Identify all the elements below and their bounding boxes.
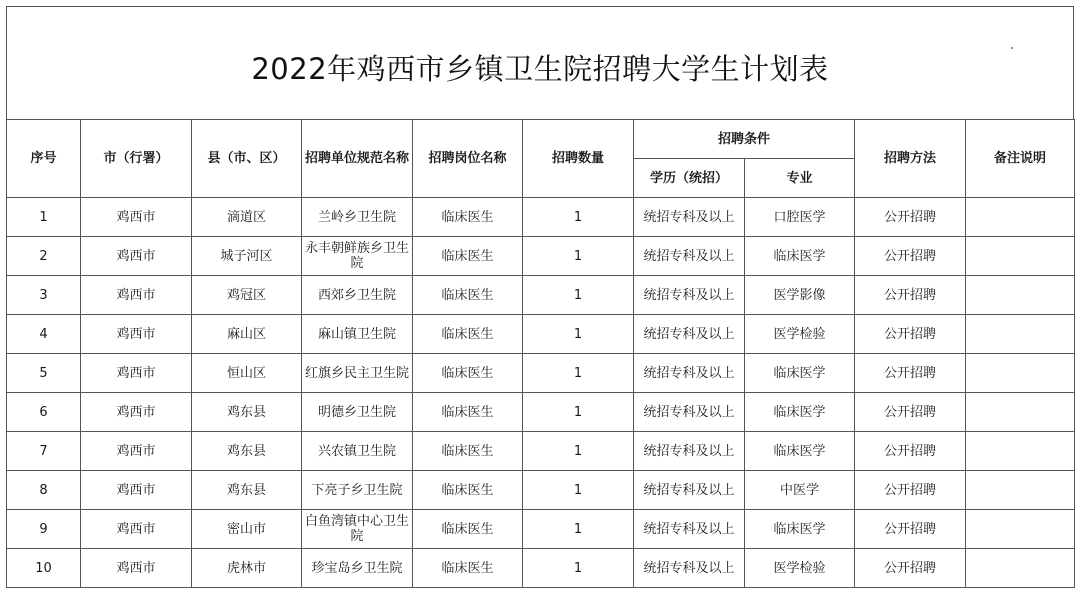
header-method: 招聘方法 bbox=[855, 120, 966, 198]
document-sheet bbox=[6, 6, 1074, 596]
cell-remark bbox=[966, 510, 1075, 549]
header-county: 县（市、区） bbox=[192, 120, 302, 198]
cell-education: 统招专科及以上 bbox=[634, 237, 745, 276]
cell-count: 1 bbox=[523, 471, 634, 510]
cell-remark bbox=[966, 393, 1075, 432]
cell-unit: 白鱼湾镇中心卫生院 bbox=[302, 510, 413, 549]
cell-method: 公开招聘 bbox=[855, 354, 966, 393]
cell-city: 鸡西市 bbox=[81, 432, 192, 471]
cell-county: 虎林市 bbox=[192, 549, 302, 588]
cell-method: 公开招聘 bbox=[855, 393, 966, 432]
cell-major: 医学检验 bbox=[745, 549, 855, 588]
cell-major: 中医学 bbox=[745, 471, 855, 510]
cell-count: 1 bbox=[523, 393, 634, 432]
cell-position: 临床医生 bbox=[413, 237, 523, 276]
cell-remark bbox=[966, 549, 1075, 588]
table-row bbox=[7, 354, 1075, 393]
cell-county: 鸡冠区 bbox=[192, 276, 302, 315]
cell-city: 鸡西市 bbox=[81, 198, 192, 237]
cell-count: 1 bbox=[523, 315, 634, 354]
cell-unit: 西郊乡卫生院 bbox=[302, 276, 413, 315]
table-row bbox=[7, 471, 1075, 510]
table-row bbox=[7, 393, 1075, 432]
cell-seq: 2 bbox=[7, 237, 81, 276]
cell-unit: 麻山镇卫生院 bbox=[302, 315, 413, 354]
cell-remark bbox=[966, 471, 1075, 510]
cell-method: 公开招聘 bbox=[855, 237, 966, 276]
cell-count: 1 bbox=[523, 510, 634, 549]
cell-remark bbox=[966, 237, 1075, 276]
cell-education: 统招专科及以上 bbox=[634, 354, 745, 393]
cell-method: 公开招聘 bbox=[855, 471, 966, 510]
table-row bbox=[7, 315, 1075, 354]
header-position: 招聘岗位名称 bbox=[413, 120, 523, 198]
cell-position: 临床医生 bbox=[413, 354, 523, 393]
header-unit: 招聘单位规范名称 bbox=[302, 120, 413, 198]
cell-education: 统招专科及以上 bbox=[634, 315, 745, 354]
cell-method: 公开招聘 bbox=[855, 198, 966, 237]
cell-position: 临床医生 bbox=[413, 510, 523, 549]
cell-city: 鸡西市 bbox=[81, 354, 192, 393]
cell-education: 统招专科及以上 bbox=[634, 432, 745, 471]
cell-city: 鸡西市 bbox=[81, 471, 192, 510]
cell-remark bbox=[966, 315, 1075, 354]
cell-position: 临床医生 bbox=[413, 549, 523, 588]
table-row bbox=[7, 237, 1075, 276]
cell-remark bbox=[966, 198, 1075, 237]
cell-city: 鸡西市 bbox=[81, 510, 192, 549]
cell-seq: 6 bbox=[7, 393, 81, 432]
cell-education: 统招专科及以上 bbox=[634, 393, 745, 432]
cell-unit: 珍宝岛乡卫生院 bbox=[302, 549, 413, 588]
cell-county: 恒山区 bbox=[192, 354, 302, 393]
cell-remark bbox=[966, 354, 1075, 393]
cell-county: 鸡东县 bbox=[192, 471, 302, 510]
cell-education: 统招专科及以上 bbox=[634, 471, 745, 510]
cell-major: 临床医学 bbox=[745, 510, 855, 549]
cell-unit: 永丰朝鲜族乡卫生院 bbox=[302, 237, 413, 276]
header-city: 市（行署） bbox=[81, 120, 192, 198]
cell-count: 1 bbox=[523, 432, 634, 471]
cell-unit: 兴农镇卫生院 bbox=[302, 432, 413, 471]
header-count: 招聘数量 bbox=[523, 120, 634, 198]
cell-seq: 9 bbox=[7, 510, 81, 549]
header-remark: 备注说明 bbox=[966, 120, 1075, 198]
cell-unit: 下亮子乡卫生院 bbox=[302, 471, 413, 510]
cell-method: 公开招聘 bbox=[855, 549, 966, 588]
cell-education: 统招专科及以上 bbox=[634, 276, 745, 315]
cell-seq: 8 bbox=[7, 471, 81, 510]
cell-unit: 兰岭乡卫生院 bbox=[302, 198, 413, 237]
cell-city: 鸡西市 bbox=[81, 549, 192, 588]
cell-count: 1 bbox=[523, 276, 634, 315]
cell-count: 1 bbox=[523, 198, 634, 237]
cell-unit: 明德乡卫生院 bbox=[302, 393, 413, 432]
cell-unit: 红旗乡民主卫生院 bbox=[302, 354, 413, 393]
table-body bbox=[7, 198, 1075, 588]
cell-count: 1 bbox=[523, 354, 634, 393]
table-row bbox=[7, 432, 1075, 471]
table-header bbox=[7, 120, 1075, 198]
cell-seq: 3 bbox=[7, 276, 81, 315]
cell-county: 麻山区 bbox=[192, 315, 302, 354]
table-row bbox=[7, 549, 1075, 588]
cell-position: 临床医生 bbox=[413, 471, 523, 510]
cell-method: 公开招聘 bbox=[855, 315, 966, 354]
cell-position: 临床医生 bbox=[413, 198, 523, 237]
cell-position: 临床医生 bbox=[413, 276, 523, 315]
cell-city: 鸡西市 bbox=[81, 237, 192, 276]
cell-education: 统招专科及以上 bbox=[634, 198, 745, 237]
scan-speck bbox=[1011, 47, 1013, 49]
header-conditions: 招聘条件 bbox=[634, 120, 855, 159]
cell-major: 临床医学 bbox=[745, 237, 855, 276]
cell-remark bbox=[966, 432, 1075, 471]
cell-county: 密山市 bbox=[192, 510, 302, 549]
page-title: 2022年鸡西市乡镇卫生院招聘大学生计划表 bbox=[251, 51, 829, 86]
cell-method: 公开招聘 bbox=[855, 276, 966, 315]
cell-education: 统招专科及以上 bbox=[634, 549, 745, 588]
cell-position: 临床医生 bbox=[413, 432, 523, 471]
cell-city: 鸡西市 bbox=[81, 276, 192, 315]
recruitment-table bbox=[6, 119, 1075, 588]
cell-major: 口腔医学 bbox=[745, 198, 855, 237]
table-row bbox=[7, 276, 1075, 315]
cell-major: 医学检验 bbox=[745, 315, 855, 354]
header-seq: 序号 bbox=[7, 120, 81, 198]
cell-position: 临床医生 bbox=[413, 393, 523, 432]
title-cell bbox=[6, 6, 1074, 119]
cell-major: 医学影像 bbox=[745, 276, 855, 315]
cell-count: 1 bbox=[523, 549, 634, 588]
cell-seq: 4 bbox=[7, 315, 81, 354]
table-row bbox=[7, 198, 1075, 237]
cell-seq: 10 bbox=[7, 549, 81, 588]
cell-count: 1 bbox=[523, 237, 634, 276]
header-major: 专业 bbox=[745, 159, 855, 198]
cell-seq: 5 bbox=[7, 354, 81, 393]
cell-county: 城子河区 bbox=[192, 237, 302, 276]
cell-seq: 1 bbox=[7, 198, 81, 237]
cell-remark bbox=[966, 276, 1075, 315]
cell-major: 临床医学 bbox=[745, 432, 855, 471]
header-education: 学历（统招） bbox=[634, 159, 745, 198]
cell-position: 临床医生 bbox=[413, 315, 523, 354]
cell-county: 鸡东县 bbox=[192, 432, 302, 471]
cell-education: 统招专科及以上 bbox=[634, 510, 745, 549]
cell-seq: 7 bbox=[7, 432, 81, 471]
cell-major: 临床医学 bbox=[745, 354, 855, 393]
cell-county: 鸡东县 bbox=[192, 393, 302, 432]
cell-city: 鸡西市 bbox=[81, 315, 192, 354]
cell-city: 鸡西市 bbox=[81, 393, 192, 432]
cell-method: 公开招聘 bbox=[855, 510, 966, 549]
cell-county: 滴道区 bbox=[192, 198, 302, 237]
cell-method: 公开招聘 bbox=[855, 432, 966, 471]
table-row bbox=[7, 510, 1075, 549]
cell-major: 临床医学 bbox=[745, 393, 855, 432]
